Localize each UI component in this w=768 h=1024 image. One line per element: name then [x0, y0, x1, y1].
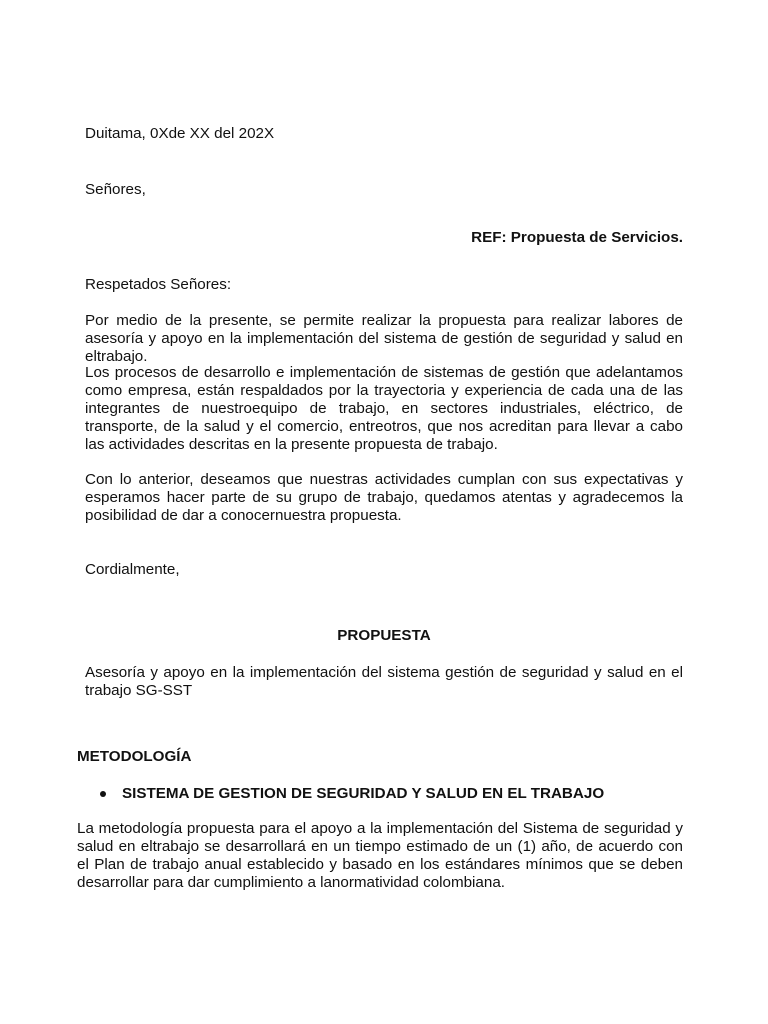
reference-line: REF: Propuesta de Servicios. — [471, 229, 683, 246]
experience-paragraph: Los procesos de desarrollo e implementación de sistemas de gestión que adelantamos como empresa, están respaldados por la trayectoria y experiencia de cada una de las integrantes de nuestroequipo de trabajo, en sectores industriales, eléctrico, de transporte, de la salud y el comercio, entreotros, que nos acreditan para llevar a cabo las actividades descritas en la presente propuesta de trabajo. — [85, 364, 683, 453]
intro-paragraph: Por medio de la presente, se permite realizar la propuesta para realizar labores de asesoría y apoyo en la implementación del sistema de gestión de seguridad y salud en eltrabajo. — [85, 312, 683, 365]
salutation-recipient: Señores, — [85, 181, 146, 198]
methodology-heading: METODOLOGÍA — [77, 748, 192, 765]
proposal-heading: PROPUESTA — [337, 627, 431, 644]
place-date: Duitama, 0Xde XX del 202X — [85, 125, 275, 142]
valediction: Cordialmente, — [85, 561, 180, 578]
proposal-description: Asesoría y apoyo en la implementación del sistema gestión de seguridad y salud en el trabajo SG-SST — [85, 664, 683, 699]
methodology-paragraph: La metodología propuesta para el apoyo a la implementación del Sistema de seguridad y salud en eltrabajo se desarrollará en un tiempo estimado de un (1) año, de acuerdo con el Plan de trabajo anual establecido y basado en los estándares mínimos que se deben desarrollar para dar cumplimiento a lanormatividad colombiana. — [77, 820, 683, 891]
closing-paragraph: Con lo anterior, deseamos que nuestras actividades cumplan con sus expectativas y esperamos hacer parte de su grupo de trabajo, quedamos atentas y agradecemos la posibilidad de dar a conocernuestra propuesta. — [85, 471, 683, 524]
methodology-bullet-item: SISTEMA DE GESTION DE SEGURIDAD Y SALUD EN EL TRABAJO — [122, 785, 605, 802]
bullet-icon — [100, 791, 106, 797]
greeting: Respetados Señores: — [85, 276, 232, 293]
